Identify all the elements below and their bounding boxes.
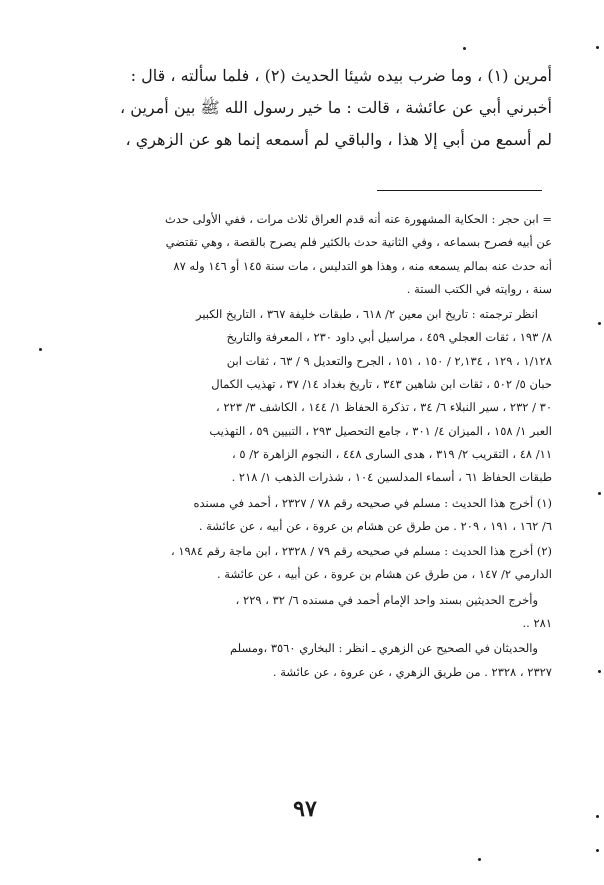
scan-speck [463, 47, 466, 50]
footnotes [42, 208, 552, 686]
footnote-line: انظر ترجمته : تاريخ ابن معين ٢/ ٦١٨ ، طبقات خليفة ٣٦٧ ، التاريخ الكبير [195, 307, 538, 322]
main-text-line: لم أسمع من أبي إلا هذا ، والباقي لم أسمعه إنما هو عن الزهري ، [125, 130, 552, 149]
footnote-continuation [42, 208, 552, 301]
footnote-line: عن أبيه فصرح بسماعه ، وفي الثانية حدث بالكثير فلم يصرح بالقصة ، وهي تقتضي [165, 235, 552, 250]
scan-speck [598, 492, 601, 495]
scan-speck [598, 322, 601, 325]
footnote-line: وأخرج الحديثين بسند واحد الإمام أحمد في مسنده ٦/ ٣٢ ، ٢٢٩ ، [235, 592, 538, 607]
footnote-line: ٦/ ١٦٢ ، ١٩١ ، ٢٠٩ . من طرق عن هشام بن عروة ، عن أبيه ، عن عائشة . [198, 518, 552, 533]
scan-speck [598, 670, 601, 673]
scan-speck [478, 858, 481, 861]
footnote-line: ٨/ ١٩٣ ، ثقات العجلي ٤٥٩ ، مراسيل أبي داود ٢٣٠ ، المعرفة والتاريخ [226, 330, 552, 345]
main-text [47, 60, 552, 156]
footnote-line: ٢٨١ .. [522, 616, 552, 631]
footnote-line: حبان ٥/ ٥٠٢ ، ثقات ابن شاهين ٣٤٣ ، تاريخ بغداد ١٤/ ٣٧ ، تهذيب الكمال [211, 377, 552, 392]
main-text-line: أمرين (١) ، وما ضرب بيده شيئا الحديث (٢) ، فلما سألته ، قال : [130, 66, 552, 85]
footnote-line: طبقات الحفاظ ٦١ ، أسماء المدلسين ١٠٤ ، شذرات الذهب ١/ ٢١٨ . [231, 470, 552, 485]
scan-speck [596, 849, 599, 852]
scan-speck [596, 46, 599, 49]
page-number: ٩٧ [293, 796, 317, 822]
footnote-line: (١) أخرج هذا الحديث : مسلم في صحيحه رقم ٧٨ / ٢٣٢٧ ، أحمد في مسنده [193, 495, 552, 510]
footnote-line: والحديثان في الصحيح عن الزهري ـ انظر : البخاري ٣٥٦٠ ،ومسلم [230, 641, 538, 656]
footnote-2-ahmad [42, 589, 552, 636]
footnote-line: سنة ، روايته في الكتب الستة . [406, 281, 552, 296]
footnote-line: العبر ١/ ١٥٨ ، الميزان ٤/ ٣٠١ ، جامع التحصيل ٢٩٣ ، التبيين ٥٩ ، التهذيب [209, 423, 552, 438]
footnote-line: أنه حدث عنه بمالم يسمعه منه ، وهذا هو التدليس ، مات سنة ١٤٥ أو ١٤٦ وله ٨٧ [173, 258, 552, 273]
footnote-line: ٢٣٢٧ ، ٢٣٢٨ . من طريق الزهري ، عن عروة ، عن عائشة . [272, 664, 552, 679]
footnote-line: ١/١٢٨ ، ١٢٩ ، ٢,١٣٤ / ١٥٠ ، ١٥١ ، الجرح والتعديل ٩ / ٦٣ ، ثقات ابن [226, 353, 552, 368]
scan-speck [39, 348, 42, 351]
footnote-biography-sources [42, 303, 552, 489]
footnote-line: ٣٠ / ٢٣٢ ، سير النبلاء ٦/ ٣٤ ، تذكرة الحفاظ ١/ ١٤٤ ، الكاشف ٣/ ٢٢٣ ، [215, 400, 552, 415]
footnote-line: (٢) أخرج هذا الحديث : مسلم في صحيحه رقم ٧٩ / ٢٣٢٨ ، ابن ماجة رقم ١٩٨٤ ، [170, 544, 552, 559]
footnote-line: الدارمي ٢/ ١٤٧ ، من طرق عن هشام بن عروة ، عن أبيه ، عن عائشة . [216, 567, 552, 582]
footnote-divider [377, 190, 542, 191]
footnote-2 [42, 540, 552, 587]
footnote-line: ١١/ ٤٨ ، التقريب ٢/ ٣١٩ ، هدى السارى ٤٤٨ ، النجوم الزاهرة ٢/ ٥ ، [232, 446, 552, 461]
scan-speck [596, 815, 599, 818]
footnote-line: = ابن حجر : الحكاية المشهورة عنه أنه قدم العراق ثلاث مرات ، ففي الأولى حدث [165, 212, 552, 226]
main-text-line: أخبرني أبي عن عائشة ، قالت : ما خير رسول الله ﷺ بين أمرين ، [120, 98, 552, 117]
footnote-1 [42, 492, 552, 539]
footnote-2-sahih [42, 637, 552, 684]
